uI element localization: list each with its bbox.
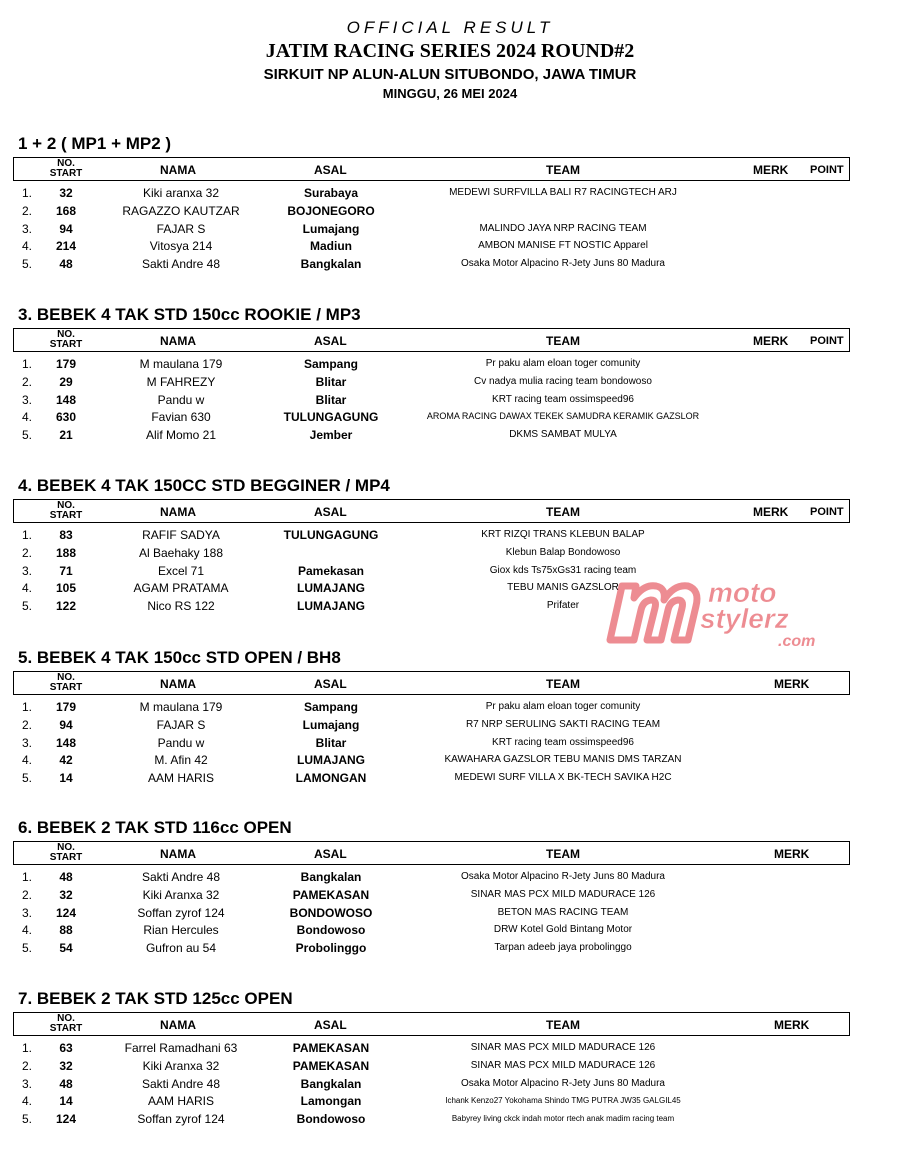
rider-origin: PAMEKASAN [292,887,370,902]
position: 3. [22,905,33,920]
race-class-title: 5. BEBEK 4 TAK 150cc STD OPEN / BH8 [18,648,341,667]
rider-origin: Lumajang [302,717,360,732]
col-nama: NAMA [160,163,196,177]
team-name: AMBON MANISE FT NOSTIC Apparel [478,240,648,252]
position: 2. [22,1058,33,1073]
rider-name: RAGAZZO KAUTZAR [122,203,240,218]
rider-name: RAFIF SADYA [142,528,220,542]
race-class-section [0,648,900,808]
team-name: SINAR MAS PCX MILD MADURACE 126 [470,1042,656,1053]
col-point: POINT [810,335,844,347]
table-header [13,499,850,523]
start-number: 48 [59,257,73,272]
position: 3. [22,392,33,407]
rider-origin: Blitar [315,374,347,389]
watermark-text-moto: moto [708,577,777,608]
team-name: Giox kds Ts75xGs31 racing team [489,564,637,576]
start-number: 94 [59,717,73,732]
rider-name: Gufron au 54 [145,941,217,956]
col-asal: ASAL [314,505,347,519]
rider-origin: Bondowoso [296,923,366,938]
col-team: TEAM [546,163,580,177]
rider-origin: LAMONGAN [295,771,367,786]
team-name: Cv nadya mulia racing team bondowoso [474,375,652,387]
table-row [0,769,900,787]
start-number: 14 [59,771,73,786]
team-name: KAWAHARA GAZSLOR TEBU MANIS DMS TARZAN [444,754,682,766]
team-name: MEDEWI SURFVILLA BALI R7 RACINGTECH ARJ [449,187,677,198]
start-number: 48 [59,1076,73,1091]
rider-origin: Surabaya [303,186,359,200]
table-row [0,202,900,220]
start-number: 83 [59,528,73,542]
start-number: 32 [59,1058,73,1073]
table-row [0,526,900,544]
start-number: 105 [55,581,77,596]
start-number: 21 [59,428,73,443]
team-name: TEBU MANIS GAZSLOR [507,582,619,594]
position: 1. [22,528,33,542]
rider-name: Soffan zyrof 124 [137,1112,225,1127]
results-rows [0,868,900,957]
table-row [0,1075,900,1093]
col-nama: NAMA [160,677,196,691]
race-class-section [0,818,900,978]
start-number: 32 [59,887,73,902]
rider-origin: Madiun [310,239,352,254]
col-point: POINT [810,164,844,176]
team-name: KRT racing team ossimspeed96 [492,393,634,405]
team-name: Pr paku alam eloan toger comunity [485,358,641,369]
race-class-section [0,305,900,465]
position: 4. [22,923,33,938]
start-number: 179 [55,700,77,714]
team-name: Klebun Balap Bondowoso [505,546,621,558]
rider-origin: Probolinggo [295,941,367,956]
rider-name: Pandu w [157,735,205,750]
table-row [0,237,900,255]
col-nama: NAMA [160,505,196,519]
team-name: Ichank Kenzo27 Yokohama Shindo TMG PUTRA JW35 GALGIL45 [445,1096,681,1106]
rider-name: FAJAR S [156,717,206,732]
table-row [0,1039,900,1057]
team-name: AROMA RACING DAWAX TEKEK SAMUDRA KERAMIK GAZSLOR [426,411,700,422]
start-number: 122 [55,599,77,614]
table-row [0,939,900,957]
position: 2. [22,203,33,218]
table-row [0,734,900,752]
start-number: 94 [59,221,73,236]
col-asal: ASAL [314,1018,347,1032]
team-name: KRT racing team ossimspeed96 [492,736,634,748]
table-row [0,355,900,373]
col-nama: NAMA [160,847,196,861]
start-number: 124 [55,1112,77,1127]
table-row [0,579,900,597]
rider-name: Kiki Aranxa 32 [142,887,220,902]
rider-name: Favian 630 [151,410,211,425]
start-number: 63 [59,1041,73,1055]
start-number: 32 [59,186,73,200]
race-class-title: 4. BEBEK 4 TAK 150CC STD BEGGINER / MP4 [18,476,390,495]
race-class-section [0,476,900,636]
position: 2. [22,717,33,732]
col-asal: ASAL [314,677,347,691]
position: 5. [22,941,33,956]
team-name: MEDEWI SURF VILLA X BK-TECH SAVIKA H2C [454,772,672,784]
table-row [0,255,900,273]
col-asal: ASAL [314,334,347,348]
position: 4. [22,410,33,425]
official-result-label: OFFICIAL RESULT [346,18,554,37]
race-class-title: 6. BEBEK 2 TAK STD 116cc OPEN [18,818,292,837]
table-header [13,328,850,352]
col-asal: ASAL [314,847,347,861]
col-team: TEAM [546,334,580,348]
table-row [0,886,900,904]
rider-origin: LUMAJANG [297,753,365,768]
table-header [13,671,850,695]
start-number: 168 [55,203,77,218]
position: 5. [22,1112,33,1127]
table-row [0,921,900,939]
results-rows [0,1039,900,1128]
col-merk: MERK [774,677,810,691]
rider-name: Excel 71 [157,563,205,578]
table-header [13,841,850,865]
col-nama: NAMA [160,334,196,348]
team-name: DRW Kotel Gold Bintang Motor [493,924,633,936]
team-name: DKMS SAMBAT MULYA [509,429,617,441]
col-no-start: NO. START [49,672,83,693]
rider-origin: LUMAJANG [297,581,365,596]
start-number: 124 [55,905,77,920]
table-row [0,426,900,444]
rider-name: Alif Momo 21 [145,428,217,443]
team-name: Osaka Motor Alpacino R-Jety Juns 80 Madura [461,258,665,270]
rider-origin: TULUNGAGUNG [283,410,379,425]
team-name: SINAR MAS PCX MILD MADURACE 126 [470,1059,656,1071]
start-number: 29 [59,374,73,389]
start-number: 188 [55,545,77,560]
start-number: 88 [59,923,73,938]
col-asal: ASAL [314,163,347,177]
rider-name: Soffan zyrof 124 [137,905,225,920]
rider-name: Sakti Andre 48 [141,870,221,884]
table-row [0,698,900,716]
position: 5. [22,257,33,272]
table-row [0,544,900,562]
rider-origin: LUMAJANG [297,599,365,614]
event-date: MINGGU, 26 MEI 2024 [382,86,518,101]
rider-origin: Lumajang [302,221,360,236]
event-title: JATIM RACING SERIES 2024 ROUND#2 [265,40,635,62]
table-row [0,373,900,391]
rider-name: M FAHREZY [146,374,216,389]
position: 3. [22,735,33,750]
table-row [0,1092,900,1110]
col-team: TEAM [546,677,580,691]
table-header [13,1012,850,1036]
rider-origin: Pamekasan [297,563,365,578]
position: 3. [22,563,33,578]
col-nama: NAMA [160,1018,196,1032]
start-number: 148 [55,735,77,750]
col-merk: MERK [753,334,789,348]
col-no-start: NO. START [49,842,83,863]
col-merk: MERK [753,505,789,519]
position: 1. [22,870,33,884]
table-row [0,1057,900,1075]
race-class-title: 7. BEBEK 2 TAK STD 125cc OPEN [18,989,293,1008]
rider-name: M maulana 179 [139,357,223,371]
start-number: 179 [55,357,77,371]
table-row [0,904,900,922]
table-row [0,184,900,202]
position: 1. [22,700,33,714]
rider-name: M. Afin 42 [154,753,208,768]
position: 2. [22,887,33,902]
position: 2. [22,545,33,560]
rider-origin: Blitar [315,392,347,407]
rider-origin: Sampang [303,700,358,714]
col-point: POINT [810,506,844,518]
rider-name: Pandu w [157,392,205,407]
event-venue: SIRKUIT NP ALUN-ALUN SITUBONDO, JAWA TIMUR [263,66,637,83]
position: 3. [22,221,33,236]
rider-name: AAM HARIS [147,771,214,786]
rider-name: Kiki aranxa 32 [142,186,220,200]
results-rows [0,184,900,273]
watermark-text-stylerz: stylerz [700,603,789,634]
rider-name: AGAM PRATAMA [133,581,229,596]
position: 4. [22,753,33,768]
position: 3. [22,1076,33,1091]
start-number: 42 [59,753,73,768]
team-name: KRT RIZQI TRANS KLEBUN BALAP [481,529,645,540]
team-name: Pr paku alam eloan toger comunity [485,701,641,712]
rider-name: FAJAR S [156,221,206,236]
table-header [13,157,850,181]
start-number: 71 [59,563,73,578]
team-name: Prifater [546,600,580,612]
team-name: BETON MAS RACING TEAM [497,906,629,918]
rider-origin: Lamongan [300,1094,362,1109]
team-name: MALINDO JAYA NRP RACING TEAM [479,222,647,234]
table-row [0,408,900,426]
race-class-section [0,989,900,1149]
col-team: TEAM [546,847,580,861]
position: 4. [22,1094,33,1109]
team-name: R7 NRP SERULING SAKTI RACING TEAM [465,718,661,730]
rider-origin: Jember [309,428,353,443]
rider-name: Sakti Andre 48 [141,257,221,272]
rider-origin: Blitar [315,735,347,750]
rider-origin: BOJONEGORO [287,203,375,218]
start-number: 630 [55,410,77,425]
start-number: 54 [59,941,73,956]
position: 5. [22,771,33,786]
rider-origin: Sampang [303,357,358,371]
race-class-section [0,134,900,294]
rider-name: Farrel Ramadhani 63 [124,1041,238,1055]
rider-origin: BONDOWOSO [289,905,373,920]
col-no-start: NO. START [49,329,83,350]
team-name: Babyrey living ckck indah motor rtech anak madim racing team [451,1114,675,1124]
position: 5. [22,428,33,443]
start-number: 214 [55,239,77,254]
race-class-title: 1 + 2 ( MP1 + MP2 ) [18,134,172,153]
rider-origin: TULUNGAGUNG [283,528,379,542]
rider-name: AAM HARIS [147,1094,214,1109]
col-team: TEAM [546,1018,580,1032]
col-merk: MERK [753,163,789,177]
position: 4. [22,239,33,254]
start-number: 148 [55,392,77,407]
col-no-start: NO. START [49,1013,83,1034]
rider-origin: PAMEKASAN [292,1041,370,1055]
position: 1. [22,1041,33,1055]
table-row [0,562,900,580]
table-row [0,751,900,769]
col-team: TEAM [546,505,580,519]
position: 2. [22,374,33,389]
table-row [0,391,900,409]
team-name: SINAR MAS PCX MILD MADURACE 126 [470,888,656,900]
col-no-start: NO. START [49,500,83,521]
rider-name: Kiki Aranxa 32 [142,1058,220,1073]
table-row [0,220,900,238]
team-name: Osaka Motor Alpacino R-Jety Juns 80 Madura [461,871,665,882]
rider-name: M maulana 179 [139,700,223,714]
watermark-text-com: .com [778,633,816,648]
start-number: 14 [59,1094,73,1109]
table-row [0,868,900,886]
col-merk: MERK [774,847,810,861]
col-merk: MERK [774,1018,810,1032]
position: 4. [22,581,33,596]
rider-origin: Bangkalan [300,870,362,884]
rider-origin: Bangkalan [300,1076,362,1091]
col-no-start: NO. START [49,158,83,179]
rider-origin: Bangkalan [300,257,362,272]
team-name: Osaka Motor Alpacino R-Jety Juns 80 Madura [461,1077,665,1089]
results-rows [0,698,900,787]
rider-name: Sakti Andre 48 [141,1076,221,1091]
rider-origin: PAMEKASAN [292,1058,370,1073]
table-row [0,1110,900,1128]
rider-name: Vitosya 214 [149,239,213,254]
results-rows [0,355,900,444]
start-number: 48 [59,870,73,884]
race-class-title: 3. BEBEK 4 TAK STD 150cc ROOKIE / MP3 [18,305,361,324]
rider-name: Al Baehaky 188 [138,545,224,560]
table-row [0,716,900,734]
position: 5. [22,599,33,614]
rider-origin: Bondowoso [296,1112,366,1127]
position: 1. [22,357,33,371]
position: 1. [22,186,33,200]
team-name: Tarpan adeeb jaya probolinggo [494,942,632,954]
rider-name: Nico RS 122 [147,599,215,614]
table-row [0,597,900,615]
results-rows [0,526,900,615]
rider-name: Rian Hercules [143,923,219,938]
